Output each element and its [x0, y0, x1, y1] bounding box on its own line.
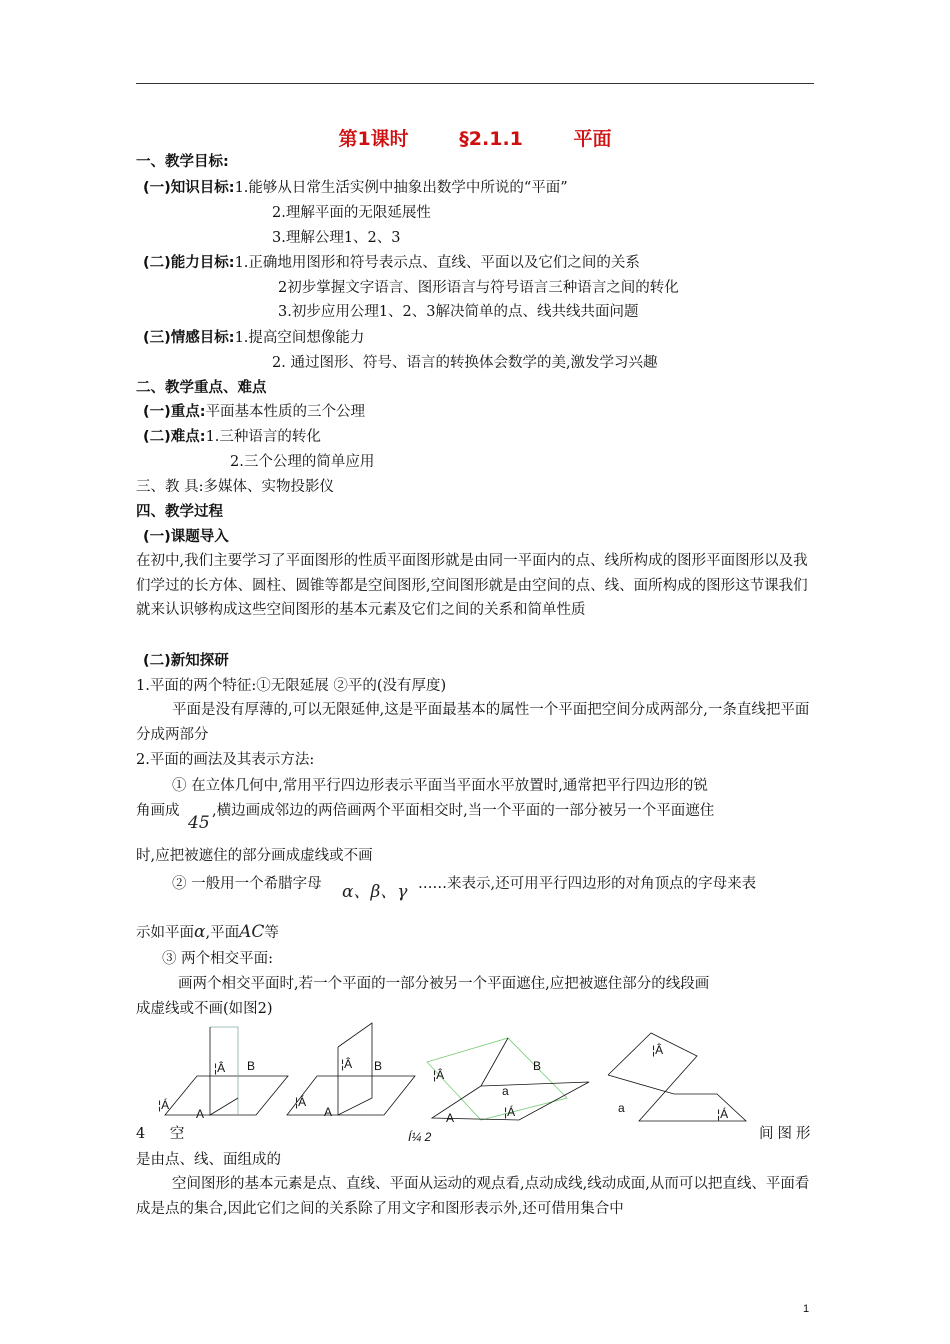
knowledge-item-2: 2.理解平面的无限延展性: [272, 205, 431, 221]
plane-features: 1.平面的两个特征:①无限延展 ②平的(没有厚度): [136, 678, 447, 694]
ability-label: (二)能力目标:: [143, 255, 235, 271]
section-4-start: 4 空: [136, 1126, 195, 1142]
plane-drawing-heading: 2.平面的画法及其表示方法:: [136, 752, 315, 768]
plane-features-text: 平面是没有厚薄的,可以无限延伸,这是平面最基本的属性一个平面把空间分成两部分,一条直线把平面分成两部分: [136, 702, 810, 743]
label-a-3: A: [446, 1111, 455, 1125]
label-alpha-2: ¦Á: [295, 1095, 307, 1109]
intersecting-text-1: 画两个相交平面时,若一个平面的一部分被另一个平面遮住,应把被遮住部分的线段画: [178, 976, 710, 992]
figure-2-panel-1: [165, 1027, 288, 1115]
label-beta-1: ¦Â: [214, 1061, 226, 1075]
label-a-low-4: a: [618, 1101, 625, 1115]
label-alpha-4: ¦Á: [717, 1107, 729, 1121]
greek-letters: α、β、γ: [342, 882, 408, 902]
title-name: 平面: [573, 128, 612, 150]
angle-45: 45: [188, 813, 210, 833]
knowledge-label: (一)知识目标:: [143, 180, 235, 196]
keys-heading: 二、教学重点、难点: [136, 380, 267, 396]
process-heading: 四、教学过程: [136, 504, 223, 520]
section-4-text: 空间图形的基本元素是点、直线、平面从运动的观点看,点动成线,线动成面,从而可以把直线、平面看成是点的集合,因此它们之间的关系除了用文字和图形表示外,还可借用集合中: [136, 1176, 810, 1217]
label-a-1: A: [196, 1107, 205, 1121]
knowledge-item-1: 1.能够从日常生活实例中抽象出数学中所说的“平面”: [234, 180, 568, 196]
example-text-c: 等: [264, 925, 279, 941]
intro-heading: (一)课题导入: [143, 529, 229, 545]
label-alpha-3: ¦Á: [504, 1105, 516, 1119]
page-number: 1: [803, 1303, 810, 1315]
label-beta-2: ¦Â: [341, 1057, 353, 1071]
hard-label: (二)难点:: [143, 429, 206, 445]
hard-item-2: 2.三个公理的简单应用: [230, 454, 375, 470]
tools-text: 多媒体、实物投影仪: [203, 479, 334, 495]
key-label: (一)重点:: [143, 404, 206, 420]
key-text: 平面基本性质的三个公理: [205, 404, 366, 420]
knowledge-item-3: 3.理解公理1、2、3: [272, 230, 401, 246]
label-a-2: A: [324, 1105, 333, 1119]
greek-rule-b: ……来表示,还可用平行四边形的对角顶点的字母来表: [418, 876, 757, 892]
new-heading: (二)新知探研: [143, 653, 229, 669]
label-b-2: B: [374, 1059, 383, 1073]
ability-item-3: 3.初步应用公理1、2、3解决简单的点、线共线共面问题: [278, 304, 639, 320]
label-b-1: B: [247, 1059, 256, 1073]
figure-caption: Í¼ 2: [408, 1130, 432, 1144]
example-alpha: α: [194, 922, 206, 942]
label-b-3: B: [533, 1059, 542, 1073]
intro-paragraph: 在初中,我们主要学习了平面图形的性质平面图形就是由同一平面内的点、线所构成的图形平面图形以及我们学过的长方体、圆柱、圆锥等都是空间图形,空间图形就是由空间的点、线、面所构成的图形这节课我们就来认识够构成这些空间图形的基本元素及它们之间的关系和简单性质: [136, 553, 808, 618]
label-alpha-1: ¦Á: [158, 1098, 170, 1112]
drawing-rule-3: 时,应把被遮住的部分画成虚线或不画: [136, 848, 373, 864]
example-text-a: 示如平面: [136, 925, 194, 941]
greek-rule-a: ② 一般用一个希腊字母: [172, 876, 322, 892]
ability-item-1: 1.正确地用图形和符号表示点、直线、平面以及它们之间的关系: [234, 255, 640, 271]
ability-item-2: 2初步掌握文字语言、图形语言与符号语言三种语言之间的转化: [278, 280, 679, 296]
label-beta-3: ¦Â: [433, 1068, 445, 1082]
drawing-rule-2a: 角画成: [136, 803, 180, 819]
section-4-cont: 是由点、线、面组成的: [136, 1152, 281, 1168]
section-4-end: 间图形: [759, 1126, 815, 1142]
title-section: §2.1.1: [459, 128, 523, 150]
tools-label: 三、教 具:: [136, 479, 204, 495]
intersecting-planes-heading: ③ 两个相交平面:: [162, 951, 273, 967]
intersecting-text-2: 成虚线或不画(如图2): [136, 1001, 273, 1017]
label-a-low-3: a: [502, 1084, 509, 1098]
drawing-rule-2b: ,横边画成邻边的两倍画两个平面相交时,当一个平面的一部分被另一个平面遮住: [212, 803, 715, 819]
emotion-item-1: 1.提高空间想像能力: [234, 330, 365, 346]
label-beta-4: ¦Â: [652, 1043, 664, 1057]
example-ac: AC: [239, 922, 265, 942]
emotion-label: (三)情感目标:: [143, 330, 235, 346]
example-text-b: ,平面: [205, 925, 240, 941]
drawing-rule-1: ① 在立体几何中,常用平行四边形表示平面当平面水平放置时,通常把平行四边形的锐: [172, 778, 708, 794]
goals-heading: 一、教学目标:: [136, 154, 229, 170]
title-lesson: 第1课时: [338, 128, 409, 150]
hard-item-1: 1.三种语言的转化: [205, 429, 321, 445]
emotion-item-2: 2. 通过图形、符号、语言的转换体会数学的美,激发学习兴趣: [272, 355, 658, 371]
